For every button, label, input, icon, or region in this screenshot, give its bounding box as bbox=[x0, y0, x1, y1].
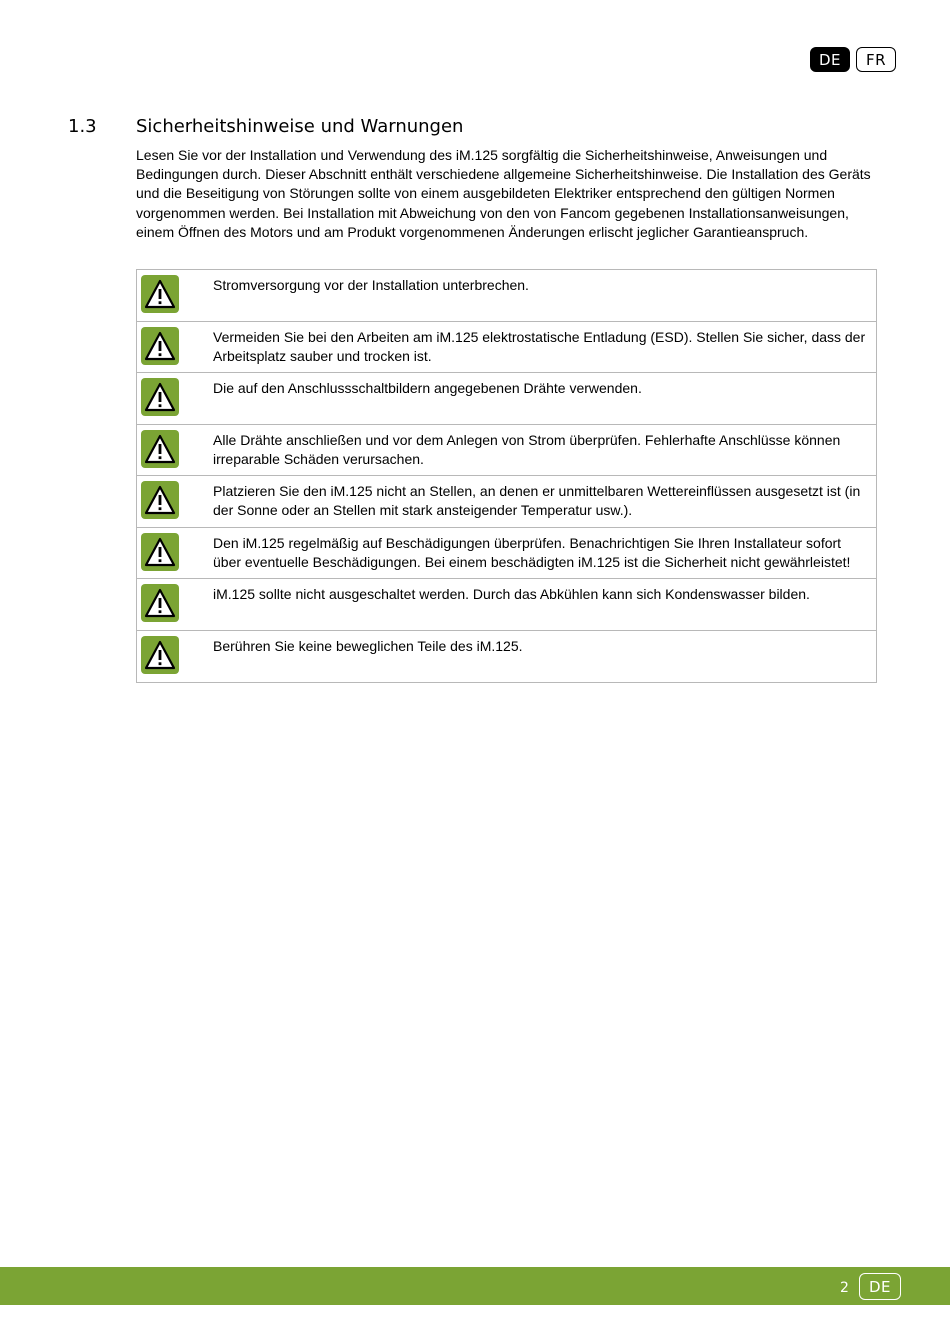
warning-triangle-icon bbox=[141, 584, 179, 622]
warnings-table bbox=[136, 269, 877, 683]
section-title: Sicherheitshinweise und Warnungen bbox=[136, 116, 464, 137]
warning-row bbox=[137, 322, 876, 374]
warning-row bbox=[137, 528, 876, 580]
page-number: 2 bbox=[840, 1280, 849, 1296]
warning-row bbox=[137, 373, 876, 425]
warning-triangle-icon bbox=[141, 533, 179, 571]
warning-text: Die auf den Anschlussschaltbildern angegebenen Drähte verwenden. bbox=[213, 380, 642, 396]
language-de-button[interactable]: DE bbox=[810, 47, 850, 72]
warning-text: Alle Drähte anschließen und vor dem Anlegen von Strom überprüfen. Fehlerhafte Anschlüsse können irreparable Schäden verursachen. bbox=[213, 431, 841, 467]
warning-triangle-icon bbox=[141, 636, 179, 674]
warning-row bbox=[137, 631, 876, 683]
warning-triangle-icon bbox=[141, 378, 179, 416]
section-number: 1.3 bbox=[68, 116, 97, 137]
intro-paragraph: Lesen Sie vor der Installation und Verwendung des iM.125 sorgfältig die Sicherheitshinweise, Anweisungen und Bedingungen durch. Dieser Abschnitt enthält verschiedene allgemeine Sicherheitshinweise. Die Installation des Geräts und die Beseitigung von Störungen sollte von einem ausgebildeten Elektriker entsprechend den gültigen Normen vorgenommen werden. Bei Installation mit Abweichung von den von Fancom gegebenen Installationsanweisungen, einem Öffnen des Motors und am Produkt vorgenommenen Änderungen erlischt jeglicher Garantieanspruch. bbox=[136, 147, 871, 240]
warning-text: Den iM.125 regelmäßig auf Beschädigungen überprüfen. Benachrichtigen Sie Ihren Installateur sofort über eventuelle Beschädigungen. Bei einem beschädigten iM.125 ist die Sicherheit nicht gewährleistet! bbox=[213, 534, 851, 570]
warning-triangle-icon bbox=[141, 430, 179, 468]
warning-text: Vermeiden Sie bei den Arbeiten am iM.125 elektrostatische Entladung (ESD). Stellen Sie sicher, dass der Arbeitsplatz sauber und trocken ist. bbox=[213, 328, 866, 364]
warning-row bbox=[137, 425, 876, 477]
warning-text: iM.125 sollte nicht ausgeschaltet werden. Durch das Abkühlen kann sich Kondenswasser bilden. bbox=[213, 586, 810, 602]
footer-language-badge: DE bbox=[859, 1273, 901, 1300]
warning-triangle-icon bbox=[141, 327, 179, 365]
warning-triangle-icon bbox=[141, 481, 179, 519]
warning-row bbox=[137, 476, 876, 528]
warning-text: Stromversorgung vor der Installation unterbrechen. bbox=[213, 277, 529, 293]
language-fr-button[interactable]: FR bbox=[856, 47, 896, 72]
footer-bar bbox=[0, 1267, 950, 1305]
warning-triangle-icon bbox=[141, 275, 179, 313]
warning-text: Berühren Sie keine beweglichen Teile des iM.125. bbox=[213, 637, 523, 654]
warning-row bbox=[137, 579, 876, 631]
warning-text: Platzieren Sie den iM.125 nicht an Stellen, an denen er unmittelbaren Wettereinflüssen ausgesetzt ist (in der Sonne oder an Stellen mit stark ansteigender Temperatur usw.). bbox=[213, 483, 861, 519]
warning-row bbox=[137, 270, 876, 322]
language-switch bbox=[810, 47, 896, 72]
